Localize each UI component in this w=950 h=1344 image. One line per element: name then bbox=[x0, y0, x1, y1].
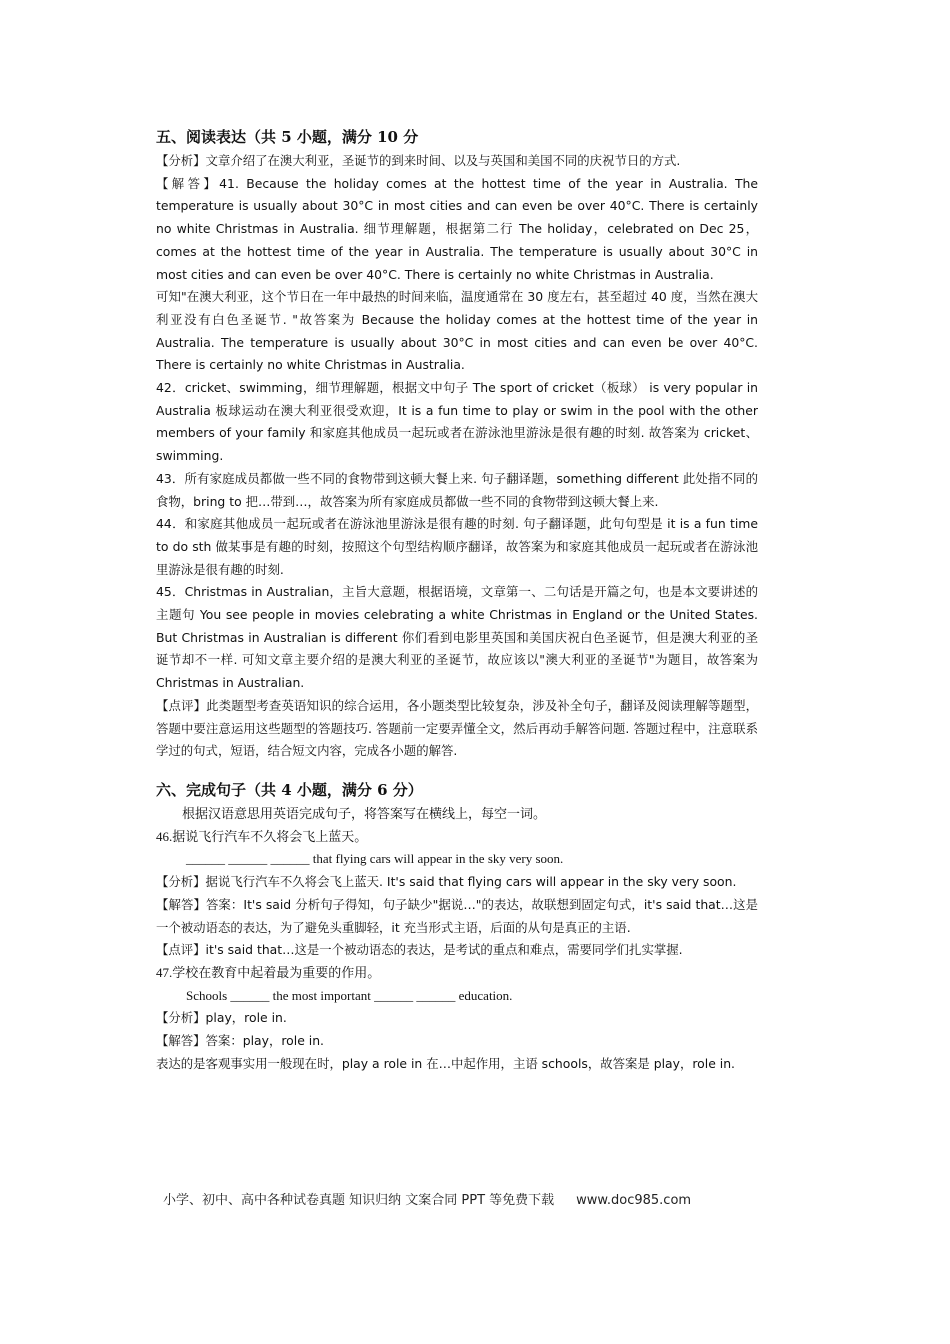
question-47-explanation: 表达的是客观事实用一般现在时，play a role in 在…中起作用，主语 schools，故答案是 play，role in. bbox=[156, 1055, 735, 1071]
question-46-comment: 【点评】it's said that…这是一个被动语态的表达，是考试的重点和难点，需要同学们扎实掌握. bbox=[156, 942, 683, 958]
question-46-blanks: ______ ______ ______ that flying cars will appear in the sky very soon. bbox=[186, 851, 564, 867]
page-footer bbox=[163, 1190, 803, 1212]
section-5-comment: 【点评】此类题型考查英语知识的综合运用，各小题类型比较复杂，涉及补全句子，翻译及阅读理解等题型，答题中要注意运用这些题型的答题技巧. 答题前一定要弄懂全文，然后再动手解答问题. 答题过程中，注意联系学过的句式，短语，结合短文内容，完成各小题的解答. bbox=[156, 697, 758, 759]
question-46-answer: 【解答】答案：It's said 分析句子得知，句子缺少"据说…"的表达，故联想到固定句式，it's said that…这是一个被动语态的表达，为了避免头重脚轻，it 充当形式主语，后面的从句是真正的主语. bbox=[156, 896, 758, 935]
question-47-stem: 47.学校在教育中起着最为重要的作用。 bbox=[156, 964, 381, 980]
answer-42: 42．cricket、swimming，细节理解题，根据文中句子 The sport of cricket（板球） is very popular in Australia 板球运动在澳大利亚很受欢迎，It is a fun time to play or swim in the pool with the other members of your family 和家庭其他成员一起玩或者在游泳池里游泳是很有趣的时刻. 故答案为 cricket、swimming. bbox=[156, 380, 758, 464]
section-6-title: 六、完成句子（共 4 小题，满分 6 分） bbox=[156, 780, 423, 799]
answer-41-explanation: 可知"在澳大利亚，这个节日在一年中最热的时间来临，温度通常在 30 度左右，甚至超过 40 度，当然在澳大利亚没有白色圣诞节. "故答案为 Because the holiday comes at the hottest time of the year in Australia. The temperature is usually about 30°C in most cities and can even be over 40°C. There is certainly no white Christmas in Australia. bbox=[156, 289, 758, 373]
answer-44: 44．和家庭其他成员一起玩或者在游泳池里游泳是很有趣的时刻. 句子翻译题，此句句型是 it is a fun time to do sth 做某事是有趣的时刻，按照这个句型结构顺序翻译，故答案为和家庭其他成员一起玩或者在游泳池里游泳是很有趣的时刻. bbox=[156, 516, 758, 577]
footer-text: 小学、初中、高中各种试卷真题 知识归纳 文案合同 PPT 等免费下载 bbox=[163, 1193, 555, 1208]
question-46-stem: 46.据说飞行汽车不久将会飞上蓝天。 bbox=[156, 828, 368, 844]
section-6-instruction: 根据汉语意思用英语完成句子，将答案写在横线上，每空一词。 bbox=[182, 805, 547, 821]
answer-43: 43．所有家庭成员都做一些不同的食物带到这顿大餐上来. 句子翻译题，something different 此处指不同的食物，bring to 把…带到…，故答案为所有家庭成员都做一些不同的食物带到这顿大餐上来. bbox=[156, 470, 758, 509]
question-47-answer: 【解答】答案：play，role in. bbox=[156, 1033, 324, 1049]
question-47-blanks: Schools ______ the most important ______ ______ education. bbox=[186, 987, 513, 1003]
section-5-analysis: 【分析】文章介绍了在澳大利亚，圣诞节的到来时间、以及与英国和美国不同的庆祝节日的方式. bbox=[156, 153, 681, 168]
answer-41: 【解答】41. Because the holiday comes at the hottest time of the year in Australia. The temperature is usually about 30°C in most cities and can even be over 40°C. There is certainly no white Christmas in Australia. 细节理解题，根据第二行 The holiday，celebrated on Dec 25，comes at the hottest time of the year in Australia. The temperature is usually about 30°C in most cities and can even be over 40°C. There is certainly no white Christmas in Australia. bbox=[156, 175, 758, 282]
question-47-analysis: 【分析】play，role in. bbox=[156, 1010, 287, 1026]
section-spacer bbox=[156, 763, 758, 777]
answer-45: 45．Christmas in Australian，主旨大意题，根据语境，文章第一、二句话是开篇之句，也是本文要讲述的主题句 You see people in movies celebrating a white Christmas in England or the United States. But Christmas in Australian is different 你们看到电影里英国和美国庆祝白色圣诞节，但是澳大利亚的圣诞节却不一样. 可知文章主要介绍的是澳大利亚的圣诞节，故应该以"澳大利亚的圣诞节"为题目，故答案为 Christmas in Australian. bbox=[156, 584, 758, 691]
footer-url[interactable]: www.doc985.com bbox=[576, 1193, 692, 1208]
question-46-analysis: 【分析】据说飞行汽车不久将会飞上蓝天. It's said that flying cars will appear in the sky very soon. bbox=[156, 874, 737, 890]
section-5-title: 五、阅读表达（共 5 小题，满分 10 分 bbox=[156, 128, 419, 146]
page-content bbox=[156, 124, 758, 1075]
